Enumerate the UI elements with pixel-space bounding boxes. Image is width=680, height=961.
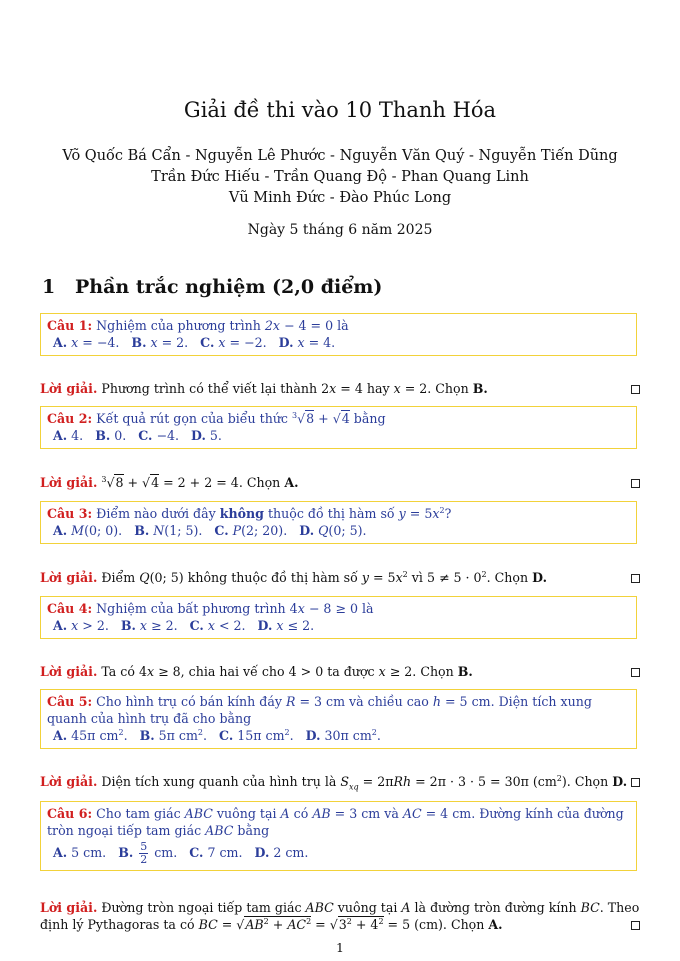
question-label: Câu 1: [47,318,93,333]
solution-label: Lời giải. [40,475,98,490]
question-label: Câu 3: [47,506,93,521]
question-3-box: Câu 3: Điểm nào dưới đây không thuộc đồ thị hàm số $y = 5x^2$? A. M(0; 0). B. N(1; 5). C. P(2; 20). D. Q(0; 5). [40,501,637,544]
solution-label: Lời giải. [40,900,98,915]
qed-square-icon [631,921,640,930]
qed-square-icon [631,479,640,488]
question-label: Câu 4: [47,601,93,616]
qed-square-icon [631,778,640,787]
solution-3: Lời giải. Điểm Q(0; 5) không thuộc đồ thị hàm số $y = 5x^2$ vì $5 \ne 5 \cdot 0^2$. Chọn D. [40,569,640,586]
solution-label: Lời giải. [40,570,98,585]
question-label: Câu 6: [47,806,93,821]
author-line: Trần Đức Hiếu - Trần Quang Độ - Phan Quang Linh [151,169,529,185]
solution-4: Lời giải. Ta có 4x ≥ 8, chia hai vế cho 4 > 0 ta được x ≥ 2. Chọn B. [40,663,640,680]
author-line: Vũ Minh Đức - Đào Phúc Long [228,190,452,206]
question-5-box: Câu 5: Cho hình trụ có bán kính đáy R = 3 cm và chiều cao h = 5 cm. Diện tích xung quanh của hình trụ đã cho bằng A. 45π $cm^2$. B. 5π $cm^2$. C. 15π $cm^2$. D. 30π $cm^2$. [40,689,637,749]
page-number: 1 [336,940,344,955]
section-number: 1 [42,276,56,298]
question-1-box: Câu 1: Nghiệm của phương trình 2x − 4 = 0 là A. x = −4. B. x = 2. C. x = −2. D. x = 4. [40,313,637,356]
question-2-box: Câu 2: Kết quả rút gọn của biểu thức $^3$√8 + √4 bằng A. 4. B. 0. C. −4. D. 5. [40,406,637,449]
choice-list: A. x = −4. B. x = 2. C. x = −2. D. x = 4. [53,335,336,350]
publication-date: Ngày 5 tháng 6 năm 2025 [247,222,433,238]
author-line: Võ Quốc Bá Cẩn - Nguyễn Lê Phước - Nguyễn Văn Quý - Nguyễn Tiến Dũng [62,148,618,164]
question-label: Câu 2: [47,411,93,426]
solution-2: Lời giải. $^3$√8 + √4 = 2 + 2 = 4. Chọn A. [40,474,640,491]
solution-5: Lời giải. Diện tích xung quanh của hình trụ là $S_{xq} = 2\pi Rh = 2\pi \cdot 3 \cdot 5 = 30\pi$ $(cm^2)$. Chọn D. [40,773,640,790]
solution-6: Lời giải. Đường tròn ngoại tiếp tam giác ABC vuông tại A là đường tròn đường kính BC. Theo định lý Pythagoras ta có BC = $√AB^2 + AC^2 = √3^2 + 4^2 = 5$ (cm). Chọn A. [40,900,640,932]
question-text: Nghiệm của phương trình [96,318,261,333]
section-title: Phần trắc nghiệm (2,0 điểm) [75,276,383,298]
question-label: Câu 5: [47,694,93,709]
question-4-box: Câu 4: Nghiệm của bất phương trình 4x − 8 ≥ 0 là A. x > 2. B. x ≥ 2. C. x < 2. D. x ≤ 2. [40,596,637,639]
choice-list: A. 45π $cm^2$. B. 5π $cm^2$. C. 15π $cm^2$. D. 30π $cm^2$. [53,727,381,743]
qed-square-icon [631,668,640,677]
qed-square-icon [631,574,640,583]
choice-list: A. M(0; 0). B. N(1; 5). C. P(2; 20). D. Q(0; 5). [53,523,367,538]
solution-1: Lời giải. Phương trình có thể viết lại thành 2x = 4 hay x = 2. Chọn B. [40,380,640,397]
question-text: Kết quả rút gọn của biểu thức [96,411,288,426]
author-list [0,146,680,209]
page-title: Giải đề thi vào 10 Thanh Hóa [183,98,497,122]
choice-list: A. 5 cm. B. $\frac{5}{2}$ cm. C. 7 cm. D. 2 cm. [53,840,309,866]
solution-label: Lời giải. [40,381,98,396]
section-heading [42,276,382,298]
choice-list: A. 4. B. 0. C. −4. D. 5. [53,428,222,443]
choice-list: A. x > 2. B. x ≥ 2. C. x < 2. D. x ≤ 2. [53,618,315,633]
solution-label: Lời giải. [40,664,98,679]
qed-square-icon [631,385,640,394]
solution-label: Lời giải. [40,774,98,789]
question-6-box: Câu 6: Cho tam giác ABC vuông tại A có AB = 3 cm và AC = 4 cm. Đường kính của đường tròn ngoại tiếp tam giác ABC bằng A. 5 cm. B. $\frac{5}{2}$ cm. C. 7 cm. D. 2 cm. [40,801,637,871]
